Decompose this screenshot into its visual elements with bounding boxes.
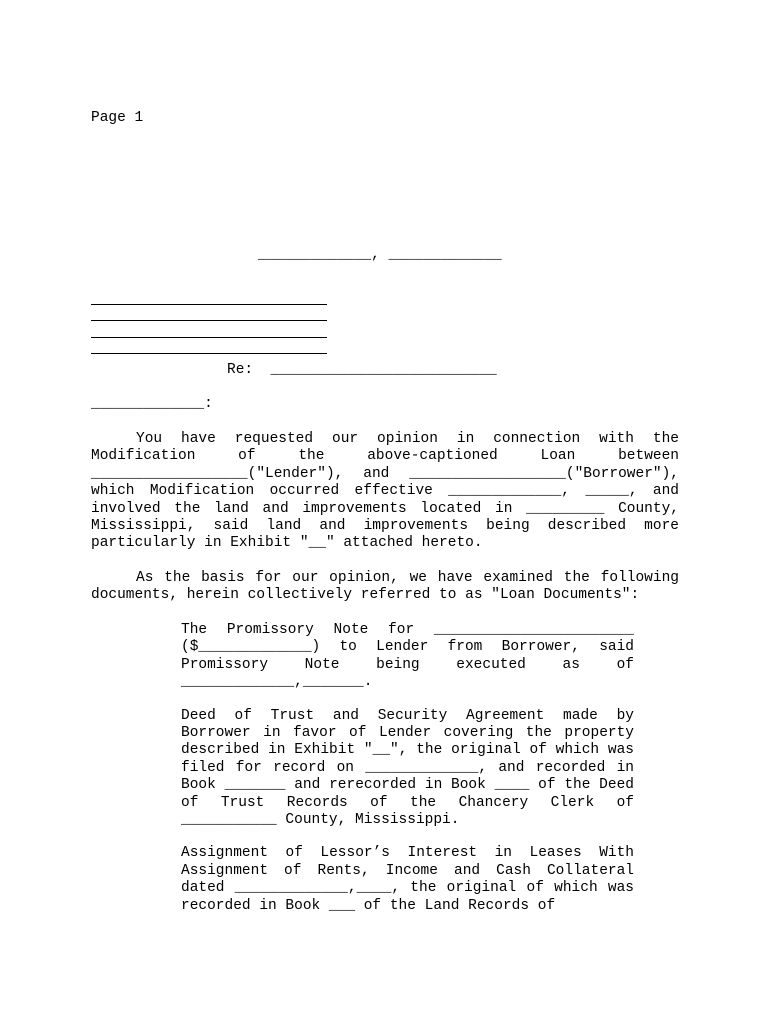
loan-document-item: Assignment of Lessor’s Interest in Leases With Assignment of Rents, Income and Cash Collateral dated _____________,____, the original of which was recorded in Book ___ of the Land Records of (181, 845, 634, 914)
date-line: _____________, _____________ (258, 247, 502, 263)
re-label: Re: (227, 362, 254, 378)
loan-documents-list (181, 622, 634, 931)
addressee-line (91, 321, 327, 338)
re-value: __________________________ (270, 362, 497, 378)
opinion-request-paragraph: You have requested our opinion in connection with the Modification of the above-captioned Loan between __________________("Lender"), and __________________("Borrower"), which Modification occurred effective _____________, _____, and involved the land and improvements located in _________ County, Mississippi, said land and improvements being described more particularly in Exhibit "__" attached hereto. (91, 431, 679, 552)
addressee-line (91, 288, 327, 305)
basis-paragraph: As the basis for our opinion, we have examined the following documents, herein collectively referred to as "Loan Documents": (91, 570, 679, 604)
salutation: _____________: (91, 396, 213, 412)
loan-document-item: Deed of Trust and Security Agreement made by Borrower in favor of Lender covering the property described in Exhibit "__", the original of which was filed for record on _____________, and recorded in Book _______ and rerecorded in Book ____ of the Deed of Trust Records of the Chancery Clerk of ___________ County, Mississippi. (181, 707, 634, 829)
page-number: Page 1 (91, 110, 144, 126)
addressee-block (91, 288, 327, 354)
loan-document-item: The Promissory Note for _______________________ ($_____________) to Lender from Borrower, said Promissory Note being executed as of _____________,_______. (181, 622, 634, 691)
re-line (227, 362, 497, 378)
addressee-line (91, 338, 327, 355)
addressee-line (91, 305, 327, 322)
